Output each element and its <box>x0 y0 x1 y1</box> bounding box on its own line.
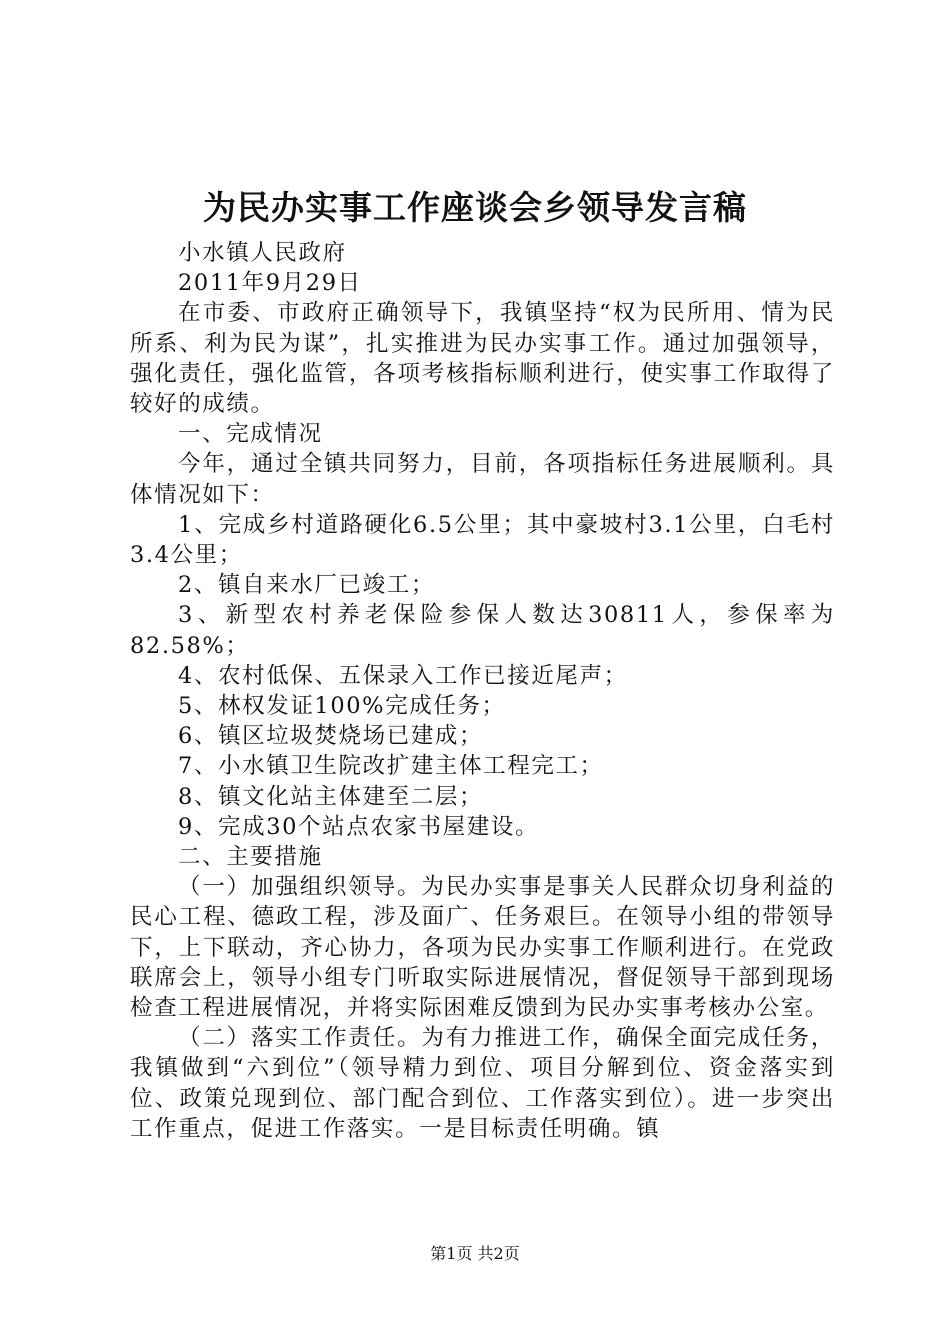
document-title: 为民办实事工作座谈会乡领导发言稿 <box>203 188 747 227</box>
list-item: 1、完成乡村道路硬化6.5公里；其中豪坡村3.1公里，白毛村3.4公里； <box>130 511 835 569</box>
list-item: 3、新型农村养老保险参保人数达30811人，参保率为82.58%； <box>130 602 835 659</box>
issuer-line: 小水镇人民政府 <box>178 240 347 266</box>
list-item: 2、镇自来水厂已竣工； <box>178 572 435 599</box>
list-item: 7、小水镇卫生院改扩建主体工程完工； <box>178 753 604 780</box>
list-item: 4、农村低保、五保录入工作已接近尾声； <box>178 662 628 689</box>
list-item: 6、镇区垃圾焚烧场已建成； <box>178 723 484 750</box>
document-body <box>130 238 835 1144</box>
paragraph-intro: 在市委、市政府正确领导下，我镇坚持“权为民所用、情为民所系、利为民为谋”，扎实推进为民办实事工作。通过加强领导，强化责任，强化监管，各项考核指标顺利进行，使实事工作取得了较好的成绩。 <box>130 300 835 418</box>
section-heading-1: 一、完成情况 <box>178 421 323 448</box>
page-footer: 第1页 共2页 <box>430 1244 520 1263</box>
paragraph-progress: 今年，通过全镇共同努力，目前，各项指标任务进展顺利。具体情况如下： <box>130 451 835 508</box>
date-line: 2011年9月29日 <box>178 270 362 297</box>
paragraph-measure-2: （二）落实工作责任。为有力推进工作，确保全面完成任务，我镇做到“六到位”（领导精力到位、项目分解到位、资金落实到位、政策兑现到位、部门配合到位、工作落实到位）。进一步突出工作重点，促进工作落实。一是目标责任明确。镇 <box>130 1025 835 1142</box>
paragraph-measure-1: （一）加强组织领导。为民办实事是事关人民群众切身利益的民心工程、德政工程，涉及面广、任务艰巨。在领导小组的带领导下，上下联动，齐心协力，各项为民办实事工作顺利进行。在党政联席会上，领导小组专门听取实际进展情况，督促领导干部到现场检查工程进展情况，并将实际困难反馈到为民办实事考核办公室。 <box>130 874 835 1022</box>
section-heading-2: 二、主要措施 <box>178 844 323 871</box>
list-item: 8、镇文化站主体建至二层； <box>178 783 484 810</box>
list-item: 5、林权发证100%完成任务； <box>178 693 506 720</box>
list-item: 9、完成30个站点农家书屋建设。 <box>178 813 540 840</box>
